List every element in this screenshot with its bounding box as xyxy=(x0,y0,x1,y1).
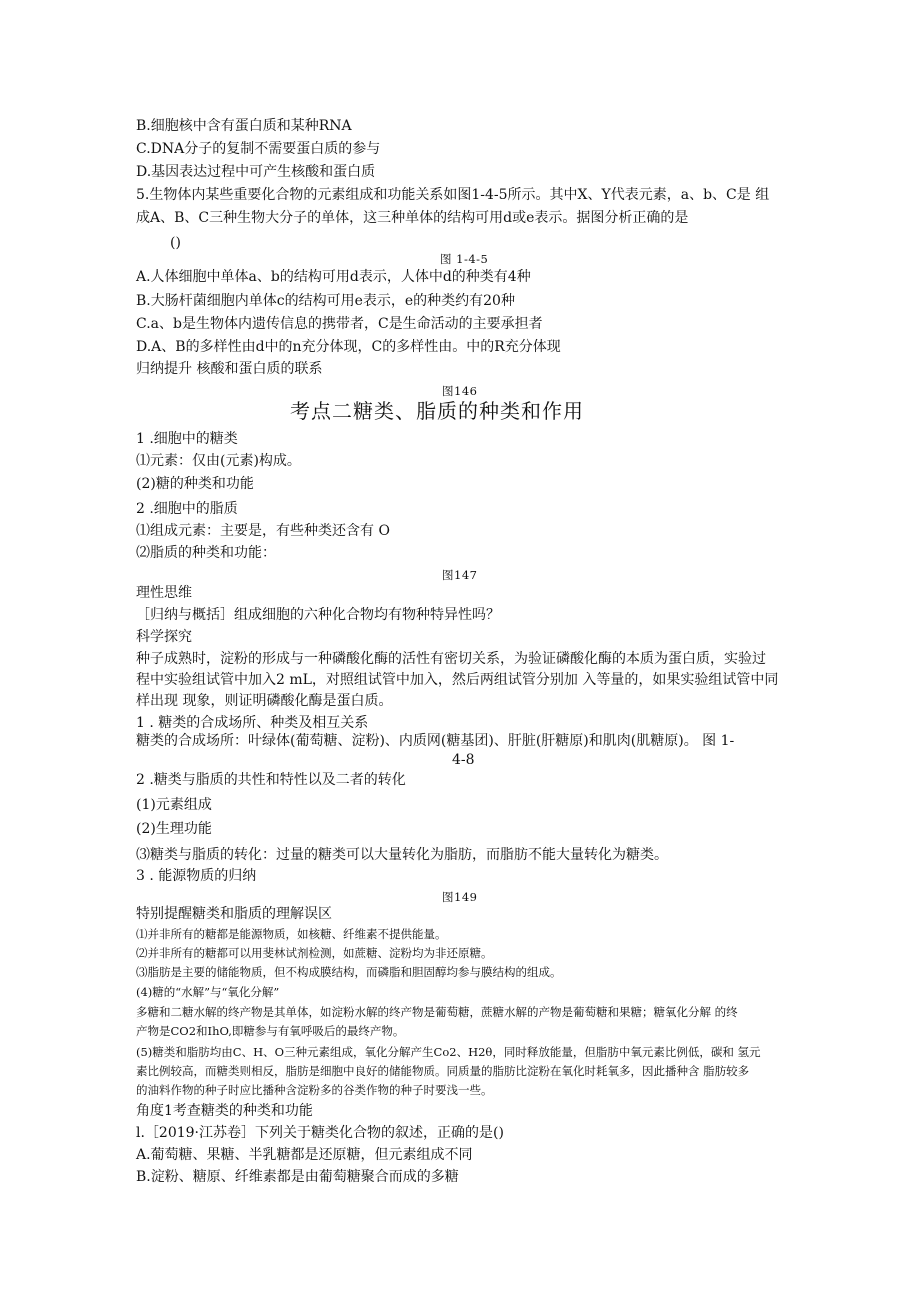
text-line: ⑴元素：仅由(元素)构成。 xyxy=(136,453,301,469)
question-line: ［归纳与概括］组成细胞的六种化合物均有物种特异性吗？ xyxy=(136,607,500,623)
note-line: 产物是CO2和IhO,即糖参与有氧呼吸后的最终产物。 xyxy=(136,1024,405,1038)
question-line: l.［2019·江苏卷］下列关于糖类化合物的叙述，正确的是() xyxy=(136,1125,504,1141)
question-5-line-2: 成A、B、C三种生物大分子的单体，这三种单体的结构可用d或e表示。据图分析正确的是 xyxy=(136,210,689,226)
item-heading: 3 . 能源物质的归纳 xyxy=(136,868,257,884)
text-line: (2)生理功能 xyxy=(136,821,212,837)
choice-d-line: D.A、B的多样性由d中的n充分体现，C的多样性由。中的R充分体现 xyxy=(136,339,561,355)
choice-b-line: B.淀粉、糖原、纤维素都是由葡萄糖聚合而成的多糖 xyxy=(136,1169,459,1185)
subsection-title: 理性思维 xyxy=(136,585,192,601)
text-line: (1)元素组成 xyxy=(136,797,212,813)
section-heading: 考点二糖类、脂质的种类和作用 xyxy=(290,399,584,423)
choice-a-line: A.人体细胞中单体a、b的结构可用d表示，人体中d的种类有4种 xyxy=(136,269,531,285)
figure-caption: 图146 xyxy=(442,384,478,398)
option-b-line: B.细胞核中含有蛋白质和某种RNA xyxy=(136,118,352,134)
option-d-line: D.基因表达过程中可产生核酸和蛋白质 xyxy=(136,164,376,180)
figure-caption: 图147 xyxy=(442,568,478,582)
text-line: ⑴组成元素：主要是，有些种类还含有 O xyxy=(136,523,390,539)
paragraph-line: 种子成熟时，淀粉的形成与一种磷酸化酶的活性有密切关系，为验证磷酸化酶的本质为蛋白质，实验过 xyxy=(136,651,766,667)
answer-blank: () xyxy=(170,235,181,251)
note-line: 多糖和二糖水解的终产物是其单体，如淀粉水解的终产物是葡萄糖，蔗糖水解的产物是葡萄糖和果糖；糖氧化分解 的终 xyxy=(136,1005,738,1019)
item-heading: 2 .细胞中的脂质 xyxy=(136,501,238,517)
item-heading: 2 .糖类与脂质的共性和特性以及二者的转化 xyxy=(136,772,406,788)
note-line: ⑵并非所有的糖都可以用斐林试剂检测，如蔗糖、淀粉均为非还原糖。 xyxy=(136,946,493,960)
question-5-line-1: 5.生物体内某些重要化合物的元素组成和功能关系如图1-4-5所示。其中X、Y代表元素，a、b、C是 组 xyxy=(136,187,770,203)
option-c-line: C.DNA分子的复制不需要蛋白质的参与 xyxy=(136,141,381,157)
item-heading: 1 . 糖类的合成场所、种类及相互关系 xyxy=(136,715,369,731)
note-line: ⑶脂肪是主要的储能物质，但不构成膜结构，而磷脂和胆固醇均参与膜结构的组成。 xyxy=(136,965,562,979)
choice-a-line: A.葡萄糖、果糖、半乳糖都是还原糖，但元素组成不同 xyxy=(136,1147,473,1163)
note-line: ⑴并非所有的糖都是能源物质，如核糖、纤维素不提供能量。 xyxy=(136,927,447,941)
summary-title: 归纳提升 核酸和蛋白质的联系 xyxy=(136,361,323,377)
figure-caption: 图149 xyxy=(442,890,478,904)
item-heading: 1 .细胞中的糖类 xyxy=(136,431,238,447)
text-line: (2)糖的种类和功能 xyxy=(136,476,254,492)
subsection-title: 角度1考查糖类的种类和功能 xyxy=(136,1103,313,1119)
note-line: (4)糖的“水解”与“氧化分解” xyxy=(136,985,280,999)
subsection-title: 科学探究 xyxy=(136,629,192,645)
note-title: 特别提醒糖类和脂质的理解误区 xyxy=(136,906,332,922)
paragraph-line: 糖类的合成场所：叶绿体(葡萄糖、淀粉)、内质网(糖基团)、肝脏(肝糖原)和肌肉(肌糖原)。 图 1- xyxy=(136,733,735,749)
figure-caption-continued: 4-8 xyxy=(452,752,475,768)
figure-caption: 图 1-4-5 xyxy=(440,252,489,266)
text-line: ⑶糖类与脂质的转化：过量的糖类可以大量转化为脂肪，而脂肪不能大量转化为糖类。 xyxy=(136,847,668,863)
choice-b-line: B.大肠杆菌细胞内单体c的结构可用e表示，e的种类约有20种 xyxy=(136,293,515,309)
note-line: 的油料作物的种子时应比播种含淀粉多的谷类作物的种子时要浅一些。 xyxy=(136,1083,493,1097)
text-line: ⑵脂质的种类和功能： xyxy=(136,545,276,561)
paragraph-line: 程中实验组试管中加入2 mL，对照组试管中加入，然后两组试管分别加 入等量的，如果实验组试管中同 xyxy=(136,672,779,688)
choice-c-line: C.a、b是生物体内遗传信息的携带者，C是生命活动的主要承担者 xyxy=(136,316,543,332)
note-line: (5)糖类和脂肪均由C、H、O三种元素组成，氧化分解产生Co2、H2θ，同时释放能量，但脂肪中氧元素比例低，碳和 氢元 xyxy=(136,1045,761,1059)
note-line: 素比例较高，而糖类则相反，脂肪是细胞中良好的储能物质。同质量的脂肪比淀粉在氧化时耗氧多，因此播种含 脂肪较多 xyxy=(136,1064,750,1078)
paragraph-line: 样出现 现象，则证明磷酸化酶是蛋白质。 xyxy=(136,693,393,709)
